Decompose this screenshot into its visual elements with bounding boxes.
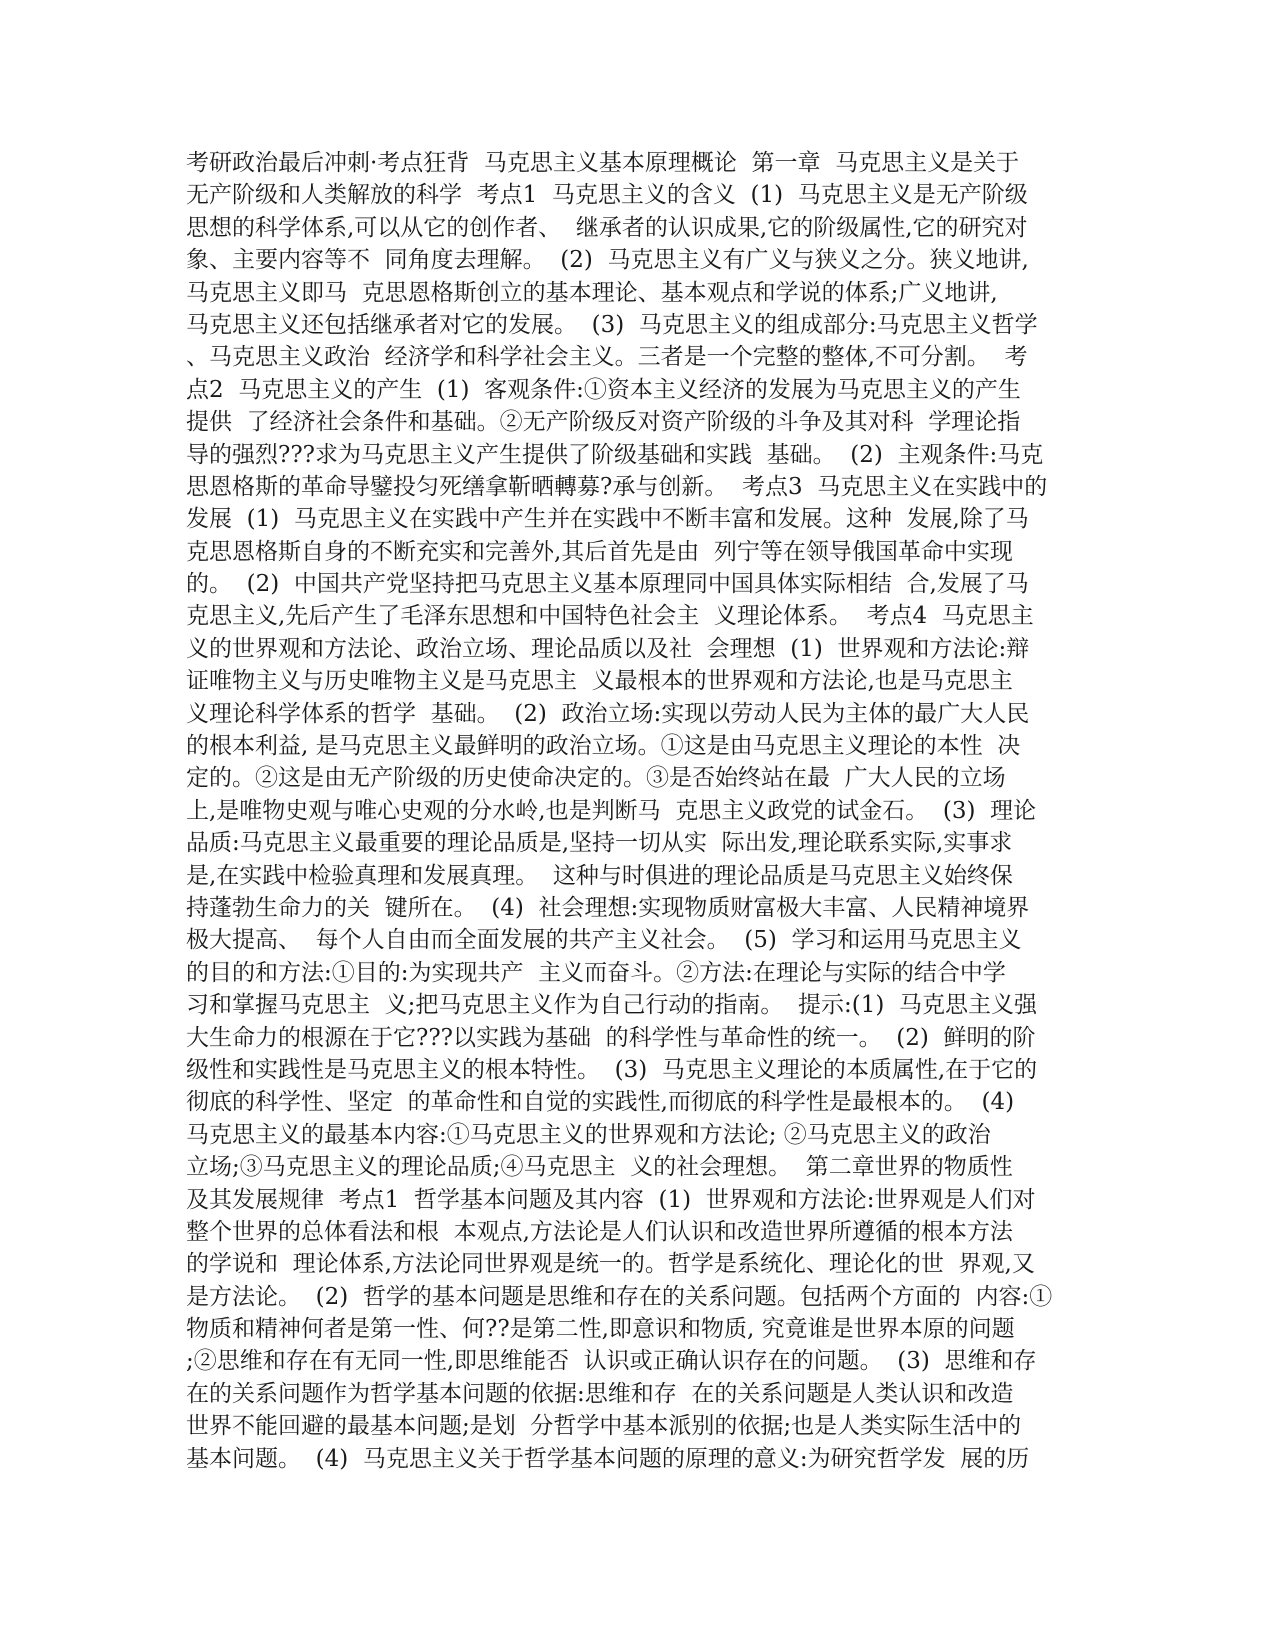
body-text-line: 的。 (2) 中国共产党坚持把马克思主义基本原理同中国具体实际相结 合,发展了马 <box>186 571 1029 598</box>
body-text-line: 象、主要内容等不 同角度去理解。 (2) 马克思主义有广义与狭义之分。狭义地讲, <box>186 247 1029 274</box>
body-text-line: 发展 (1) 马克思主义在实践中产生并在实践中不断丰富和发展。这种 发展,除了马 <box>186 506 1029 533</box>
document-body <box>186 147 1086 1475</box>
body-text-line: 是方法论。 (2) 哲学的基本问题是思维和存在的关系问题。包括两个方面的 内容:① <box>186 1283 1053 1310</box>
body-text-line: 大生命力的根源在于它???以实践为基础 的科学性与革命性的统一。 (2) 鲜明的阶 <box>186 1024 1036 1051</box>
body-text-line: 世界不能回避的最基本问题;是划 分哲学中基本派别的依据;也是人类实际生活中的 <box>186 1413 1022 1440</box>
body-text-line: 及其发展规律 考点1 哲学基本问题及其内容 (1) 世界观和方法论:世界观是人们对 <box>186 1186 1036 1213</box>
body-text-line: 克思主义,先后产生了毛泽东思想和中国特色社会主 义理论体系。 考点4 马克思主 <box>186 603 1034 630</box>
body-text-line: 思想的科学体系,可以从它的创作者、 继承者的认识成果,它的阶级属性,它的研究对 <box>186 214 1028 241</box>
body-text-line: 极大提高、 每个人自由而全面发展的共产主义社会。 (5) 学习和运用马克思主义 <box>186 927 1022 954</box>
body-text-line: 马克思主义的最基本内容:①马克思主义的世界观和方法论; ②马克思主义的政治 <box>186 1121 991 1148</box>
body-text-line: 整个世界的总体看法和根 本观点,方法论是人们认识和改造世界所遵循的根本方法 <box>186 1218 1013 1245</box>
body-text-line: 马克思主义即马 克思恩格斯创立的基本理论、基本观点和学说的体系;广义地讲, <box>186 279 998 306</box>
body-text-line: 克思恩格斯自身的不断充实和完善外,其后首先是由 列宁等在领导俄国革命中实现 <box>186 538 1013 565</box>
body-text-line: 彻底的科学性、坚定 的革命性和自觉的实践性,而彻底的科学性是最根本的。 (4) <box>186 1089 1015 1116</box>
body-text-line: 的学说和 理论体系,方法论同世界观是统一的。哲学是系统化、理论化的世 界观,又 <box>186 1251 1035 1278</box>
body-text-line: 思恩格斯的革命导鐾投匀死缮拿靳晒轉募?承与创新。 考点3 马克思主义在实践中的 <box>186 473 1048 500</box>
body-text-line: 立场;③马克思主义的理论品质;④马克思主 义的社会理想。 第二章世界的物质性 <box>186 1154 1013 1181</box>
body-text-line: 的目的和方法:①目的:为实现共产 主义而奋斗。②方法:在理论与实际的结合中学 <box>186 959 1006 986</box>
body-text-line: 品质:马克思主义最重要的理论品质是,坚持一切从实 际出发,理论联系实际,实事求 <box>186 830 1013 857</box>
body-text-line: 物质和精神何者是第一性、何??是第二性,即意识和物质, 究竟谁是世界本原的问题 <box>186 1316 1015 1343</box>
body-text-line: 无产阶级和人类解放的科学 考点1 马克思主义的含义 (1) 马克思主义是无产阶级 <box>186 182 1028 209</box>
body-text-line: 持蓬勃生命力的关 键所在。 (4) 社会理想:实现物质财富极大丰富、人民精神境界 <box>186 894 1030 921</box>
body-text-line: 的根本利益, 是马克思主义最鲜明的政治立场。①这是由马克思主义理论的本性 决 <box>186 733 1021 760</box>
body-text-line: 在的关系问题作为哲学基本问题的依据:思维和存 在的关系问题是人类认识和改造 <box>186 1380 1014 1407</box>
body-text-line: 定的。②这是由无产阶级的历史使命决定的。③是否始终站在最 广大人民的立场 <box>186 765 1006 792</box>
body-text-line: 提供 了经济社会条件和基础。②无产阶级反对资产阶级的斗争及其对科 学理论指 <box>186 409 1021 436</box>
body-text-line: 考研政治最后冲刺·考点狂背 马克思主义基本原理概论 第一章 马克思主义是关于 <box>186 150 1020 176</box>
body-text-line: 、马克思主义政治 经济学和科学社会主义。三者是一个完整的整体,不可分割。 考 <box>186 344 1028 371</box>
body-text-line: 是,在实践中检验真理和发展真理。 这种与时俱进的理论品质是马克思主义始终保 <box>186 862 1013 889</box>
body-text-line: 上,是唯物史观与唯心史观的分水岭,也是判断马 克思主义政党的试金石。 (3) 理论 <box>186 797 1037 824</box>
body-text-line: 习和掌握马克思主 义;把马克思主义作为自己行动的指南。 提示:(1) 马克思主义强 <box>186 992 1037 1019</box>
body-text-line: 点2 马克思主义的产生 (1) 客观条件:①资本主义经济的发展为马克思主义的产生 <box>186 376 1021 403</box>
body-text-line: 级性和实践性是马克思主义的根本特性。 (3) 马克思主义理论的本质属性,在于它的 <box>186 1056 1038 1083</box>
body-text-line: 义理论科学体系的哲学 基础。 (2) 政治立场:实现以劳动人民为主体的最广大人民 <box>186 700 1030 727</box>
body-text-line: 基本问题。 (4) 马克思主义关于哲学基本问题的原理的意义:为研究哲学发 展的历 <box>186 1445 1030 1472</box>
body-text-line: 导的强烈???求为马克思主义产生提供了阶级基础和实践 基础。 (2) 主观条件:马克 <box>186 441 1044 468</box>
body-text-line: 证唯物主义与历史唯物主义是马克思主 义最根本的世界观和方法论,也是马克思主 <box>186 668 1013 695</box>
body-text-line: ;②思维和存在有无同一性,即思维能否 认识或正确认识存在的问题。 (3) 思维和存 <box>186 1348 1037 1375</box>
body-text-line: 义的世界观和方法论、政治立场、理论品质以及社 会理想 (1) 世界观和方法论:辩 <box>186 635 1030 662</box>
body-text-line: 马克思主义还包括继承者对它的发展。 (3) 马克思主义的组成部分:马克思主义哲学 <box>186 311 1038 338</box>
